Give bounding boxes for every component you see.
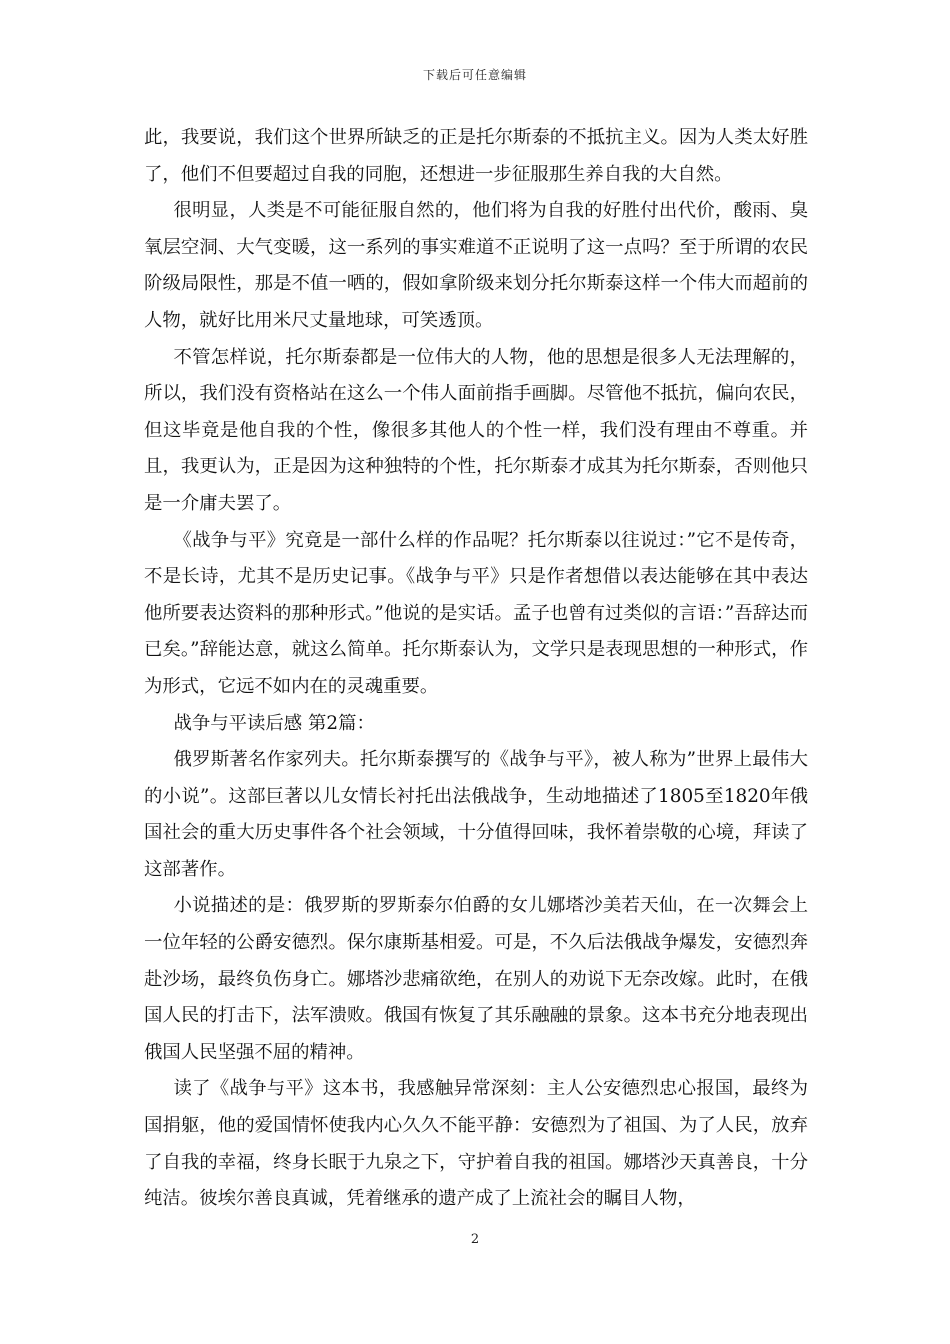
section-heading: 战争与平读后感 第2篇： — [173, 712, 375, 734]
page-header: 下载后可任意编辑 — [422, 68, 527, 82]
paragraph: 俄罗斯著名作家列夫。托尔斯泰撰写的《战争与平》，被人称为”世界上最伟大的小说”。这部巨著以儿女情长衬托出法俄战争，生动地描述了1805至1820年俄国社会的重大历史事件各个社会领域，十分值得回味，我怀着崇敬的心境，拜读了这部著作。 — [144, 749, 808, 880]
paragraph: 不管怎样说，托尔斯泰都是一位伟大的人物，他的思想是很多人无法理解的，所以，我们没有资格站在这么一个伟人面前指手画脚。尽管他不抵抗，偏向农民，但这毕竟是他自我的个性，像很多其他人的个性一样，我们没有理由不尊重。并且，我更认为，正是因为这种独特的个性，托尔斯泰才成其为托尔斯泰，否则他只是一介庸夫罢了。 — [144, 346, 808, 514]
document-body — [144, 120, 808, 1218]
page-number: 2 — [470, 1232, 480, 1247]
paragraph-continuation: 此，我要说，我们这个世界所缺乏的正是托尔斯泰的不抵抗主义。因为人类太好胜了，他们不但要超过自我的同胞，还想进一步征服那生养自我的大自然。 — [144, 127, 808, 185]
paragraph: 《战争与平》究竟是一部什么样的作品呢？托尔斯泰以往说过：”它不是传奇，不是长诗，尤其不是历史记事。《战争与平》只是作者想借以表达能够在其中表达他所要表达资料的那种形式。”他说的是实话。孟子也曾有过类似的言语：”吾辞达而已矣。”辞能达意，就这么简单。托尔斯泰认为，文学只是表现思想的一种形式，作为形式，它远不如内在的灵魂重要。 — [144, 529, 808, 697]
paragraph: 读了《战争与平》这本书，我感触异常深刻：主人公安德烈忠心报国，最终为国捐躯，他的爱国情怀使我内心久久不能平静：安德烈为了祖国、为了人民，放弃了自我的幸福，终身长眠于九泉之下，守护着自我的祖国。娜塔沙天真善良，十分纯洁。彼埃尔善良真诚，凭着继承的遗产成了上流社会的瞩目人物， — [144, 1078, 808, 1210]
paragraph: 很明显，人类是不可能征服自然的，他们将为自我的好胜付出代价，酸雨、臭氧层空洞、大气变暖，这一系列的事实难道不正说明了这一点吗？至于所谓的农民阶级局限性，那是不值一哂的，假如拿阶级来划分托尔斯泰这样一个伟大而超前的人物，就好比用米尺丈量地球，可笑透顶。 — [144, 200, 808, 331]
paragraph: 小说描述的是：俄罗斯的罗斯泰尔伯爵的女儿娜塔沙美若天仙，在一次舞会上一位年轻的公爵安德烈。保尔康斯基相爱。可是，不久后法俄战争爆发，安德烈奔赴沙场，最终负伤身亡。娜塔沙悲痛欲绝，在别人的劝说下无奈改嫁。此时，在俄国人民的打击下，法军溃败。俄国有恢复了其乐融融的景象。这本书充分地表现出俄国人民坚强不屈的精神。 — [144, 895, 808, 1063]
